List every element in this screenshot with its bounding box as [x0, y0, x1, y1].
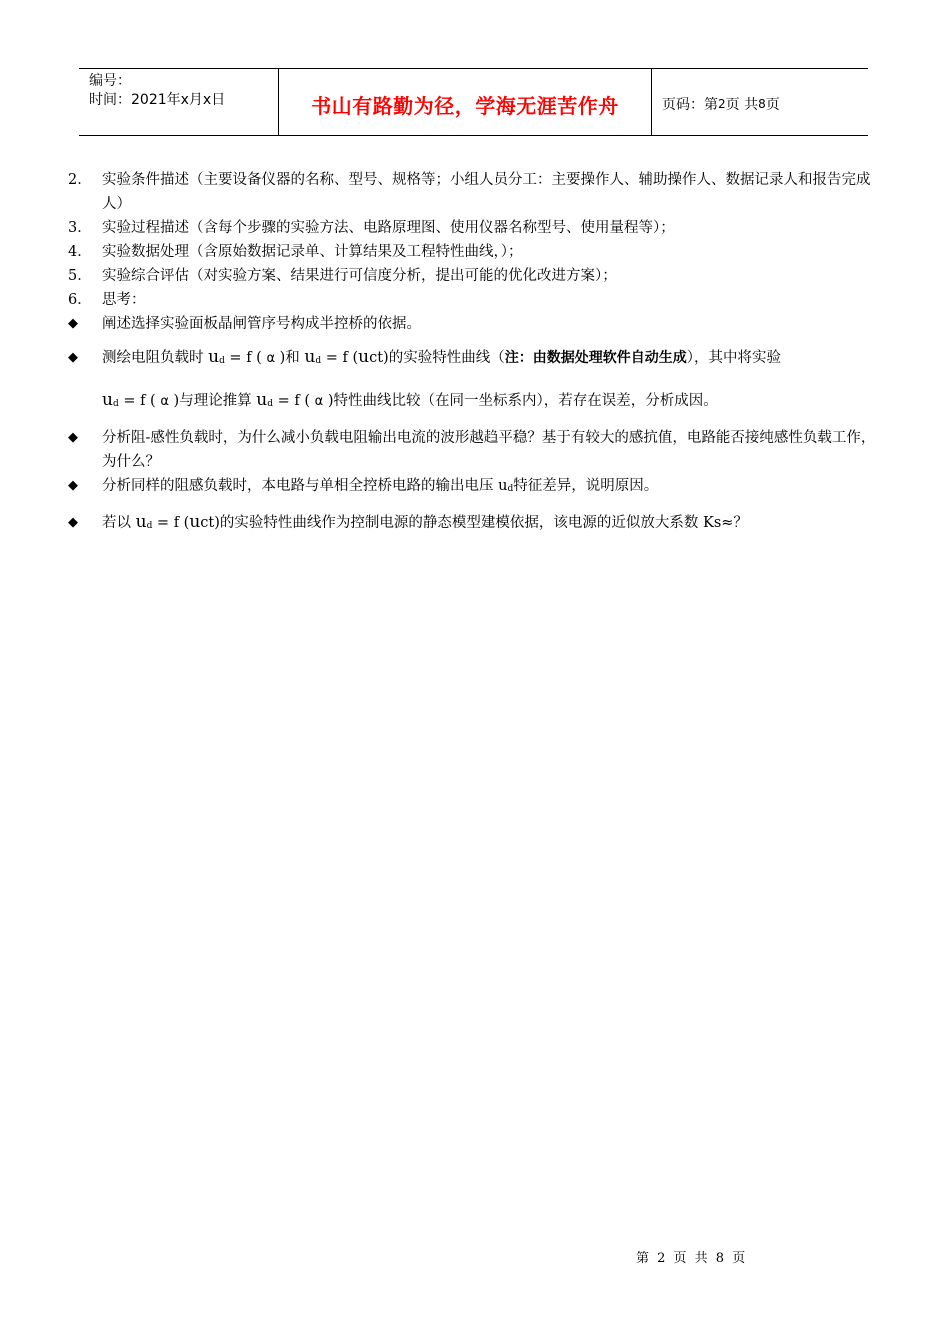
diamond-bullet-icon: ◆	[68, 478, 78, 493]
time-label: 时间：2021年x月x日	[89, 92, 226, 108]
formula-text: = f (	[224, 350, 267, 366]
formula-symbol: α	[266, 351, 276, 366]
question-item	[66, 426, 882, 474]
formula-subscript: d	[219, 356, 225, 366]
list-number: 2．	[68, 172, 92, 188]
formula-subscript: d	[267, 399, 274, 409]
page-current: 2	[718, 96, 726, 111]
list-item	[66, 264, 882, 288]
question-text: )特性曲线比较（在同一坐标系内），若存在误差，分析成因。	[323, 393, 718, 409]
list-number: 6．	[68, 292, 92, 308]
question-item	[66, 312, 882, 336]
question-text: 测绘电阻负载时	[102, 350, 209, 366]
list-text: 思考：	[102, 292, 146, 308]
formula-symbol: u	[208, 347, 220, 367]
question-item	[66, 346, 882, 373]
number-label: 编号：	[89, 73, 131, 89]
formula-text: ct)的实验特性曲线（	[369, 350, 505, 366]
question-text: 若以	[102, 515, 136, 531]
document-body	[66, 168, 882, 538]
list-item	[66, 216, 882, 240]
page-total: 8	[758, 96, 766, 111]
formula-symbol: u	[304, 347, 316, 367]
formula-symbol: u	[256, 390, 268, 410]
header-motto-cell	[279, 69, 652, 135]
question-text: 分析阻-感性负载时，为什么减小负载电阻输出电流的波形越趋平稳？基于有较大的感抗值，电路能否接纯感性负载工作，为什么？	[102, 430, 876, 470]
question-text: ），其中将实验	[686, 350, 781, 366]
formula-text: )和	[275, 350, 305, 366]
diamond-bullet-icon: ◆	[68, 316, 78, 331]
formula-text: )与理论推算	[168, 393, 257, 409]
bold-note: 注：由数据处理软件自动生成	[504, 350, 687, 366]
list-number: 5．	[68, 268, 92, 284]
list-text: 实验综合评估（对实验方案、结果进行可信度分析，提出可能的优化改进方案）；	[102, 268, 617, 284]
formula-symbol: α	[160, 394, 169, 409]
question-item	[66, 474, 882, 501]
page-prefix: 页码：第	[662, 96, 718, 113]
question-text: 阐述选择实验面板晶闸管序号构成半控桥的依据。	[102, 316, 421, 332]
footer-page-number: 第 2 页 共 8 页	[636, 1251, 748, 1266]
question-text: 特征差异，说明原因。	[513, 478, 659, 494]
formula-subscript: d	[507, 484, 514, 494]
formula-subscript: d	[112, 399, 119, 409]
header-meta-cell	[79, 69, 279, 135]
formula-symbol: u	[135, 512, 147, 532]
diamond-bullet-icon: ◆	[68, 430, 78, 445]
formula-subscript: d	[315, 356, 322, 366]
formula-text: = f (	[152, 515, 190, 531]
page-mid: 页 共	[725, 96, 759, 113]
header-page-cell	[652, 69, 868, 135]
formula-symbol: u	[189, 512, 201, 532]
question-text: 分析同样的阻感负载时，本电路与单相全控桥电路的输出电压 u	[102, 478, 508, 494]
list-text: 实验过程描述（含每个步骤的实验方法、电路原理图、使用仪器名称型号、使用量程等）；	[102, 220, 675, 236]
list-item	[66, 168, 882, 216]
formula-symbol: u	[358, 347, 370, 367]
page-header	[79, 68, 868, 136]
list-text: 实验数据处理（含原始数据记录单、计算结果及工程特性曲线，）；	[102, 244, 523, 260]
diamond-bullet-icon: ◆	[68, 350, 78, 365]
formula-text: = f (	[118, 393, 161, 409]
formula-symbol: α	[314, 394, 324, 409]
formula-text: = f (	[321, 350, 359, 366]
list-number: 3．	[68, 220, 92, 236]
formula-symbol: u	[102, 390, 113, 410]
list-text: 实验条件描述（主要设备仪器的名称、型号、规格等；小组人员分工：主要操作人、辅助操作人、数据记录人和报告完成人）	[102, 172, 871, 212]
list-number: 4．	[68, 244, 92, 260]
page-suffix: 页	[765, 96, 780, 113]
question-continuation	[66, 389, 882, 416]
question-item	[66, 511, 882, 538]
list-item	[66, 240, 882, 264]
question-text: ct)的实验特性曲线作为控制电源的静态模型建模依据，该电源的近似放大系数 Ks≈？	[200, 515, 748, 531]
diamond-bullet-icon: ◆	[68, 515, 78, 530]
list-item	[66, 288, 882, 312]
formula-text: = f (	[273, 393, 315, 409]
motto-text: 书山有路勤为径，学海无涯苦作舟	[311, 93, 619, 118]
formula-subscript: d	[146, 521, 153, 531]
